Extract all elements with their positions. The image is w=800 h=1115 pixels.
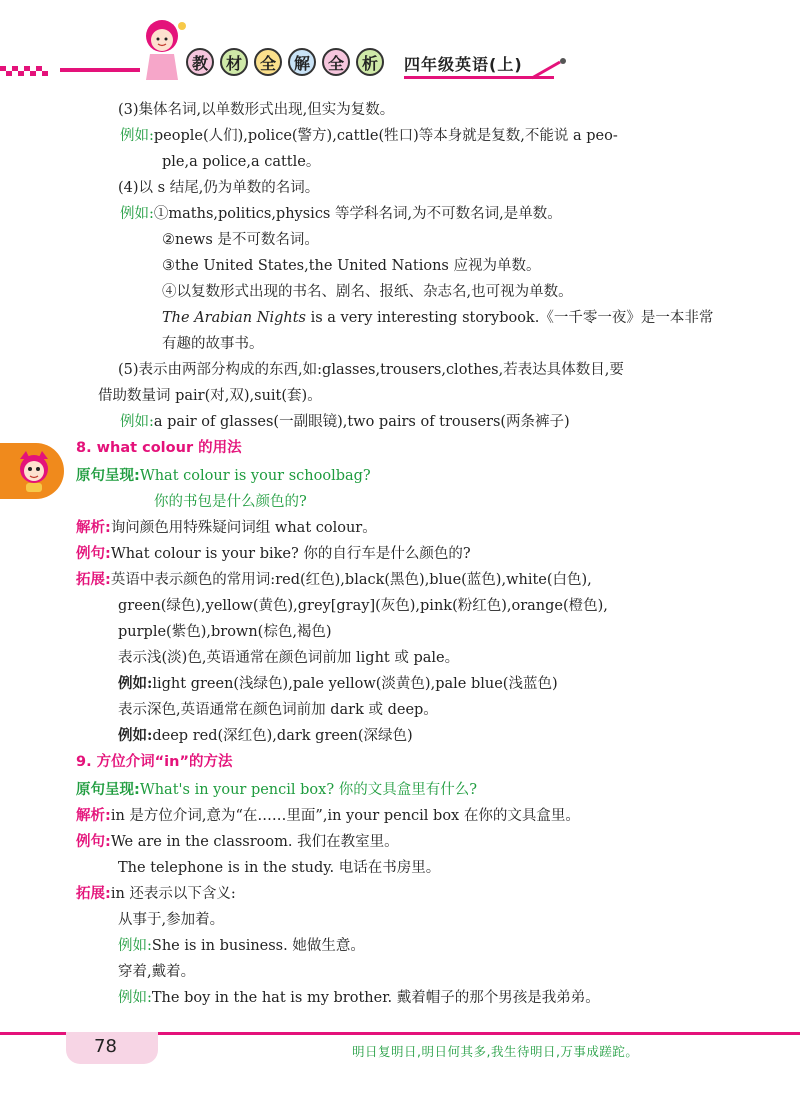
text-span: 从事于,参加着。 [118, 912, 225, 928]
text-span: ple,a police,a cattle。 [162, 154, 321, 170]
text-line [162, 256, 540, 276]
text-line [76, 884, 236, 904]
section-label: 9. 方位介词“in”的方法 [76, 754, 233, 770]
text-line [76, 544, 471, 564]
checker-decoration [0, 66, 140, 76]
series-badge: 全 [254, 48, 282, 76]
text-line [118, 910, 224, 930]
text-line [154, 492, 307, 512]
cat-mascot-icon [16, 449, 52, 493]
text-span: 例如: [118, 938, 152, 954]
series-badge: 解 [288, 48, 316, 76]
text-span: The telephone is in the study. 电话在书房里。 [118, 860, 441, 876]
text-line [118, 858, 440, 878]
text-span: 表示浅(淡)色,英语通常在颜色词前加 light 或 pale。 [118, 650, 460, 666]
text-span: What's in your pencil box? 你的文具盒里有什么? [139, 782, 478, 798]
text-line [118, 936, 365, 956]
text-span: 有趣的故事书。 [162, 336, 264, 352]
text-line [76, 752, 233, 772]
text-span: light green(浅绿色),pale yellow(淡黄色),pale blue(浅蓝色) [152, 676, 558, 692]
section-label: 解析: [76, 808, 111, 824]
text-span: 借助数量词 pair(对,双),suit(套)。 [98, 388, 322, 404]
text-line [76, 518, 377, 538]
text-line [118, 988, 600, 1008]
text-span: What colour is your bike? 你的自行车是什么颜色的? [110, 546, 471, 562]
series-badge: 教 [186, 48, 214, 76]
section-label: 8. what colour 的用法 [76, 440, 242, 456]
series-badge: 全 [322, 48, 350, 76]
page-number: 78 [94, 1036, 117, 1057]
text-line [162, 334, 264, 354]
text-span: in 是方位介词,意为“在……里面”,in your pencil box 在你的文具盒里。 [110, 808, 580, 824]
text-line [162, 308, 713, 328]
text-line [162, 282, 573, 302]
text-span: 英语中表示颜色的常用词:red(红色),black(黑色),blue(蓝色),white(白色), [110, 572, 592, 588]
section-label: 解析: [76, 520, 111, 536]
text-line [118, 622, 332, 642]
section-label: 例句: [76, 546, 111, 562]
text-span: people(人们),police(警方),cattle(牲口)等本身就是复数,不能说 a peo- [153, 128, 618, 144]
series-title-badges [186, 48, 384, 76]
text-span: ④以复数形式出现的书名、剧名、报纸、杂志名,也可视为单数。 [162, 284, 573, 300]
pen-icon [530, 56, 570, 82]
text-span: 穿着,戴着。 [118, 964, 196, 980]
series-badge: 材 [220, 48, 248, 76]
text-line [118, 700, 438, 720]
text-span: ②news 是不可数名词。 [162, 232, 319, 248]
series-badge: 析 [356, 48, 384, 76]
text-span: a pair of glasses(一副眼镜),two pairs of trousers(两条裤子) [153, 414, 570, 430]
text-span: 例如: [118, 990, 152, 1006]
text-span: The boy in the hat is my brother. 戴着帽子的那个男孩是我弟弟。 [151, 990, 600, 1006]
text-span: 例如: [120, 414, 154, 430]
text-line [120, 412, 570, 432]
text-span: deep red(深红色),dark green(深绿色) [152, 728, 413, 744]
text-span: 例如: [120, 128, 154, 144]
text-span: 询问颜色用特殊疑问词组 what colour。 [110, 520, 377, 536]
text-span: ③the United States,the United Nations 应视为单数。 [162, 258, 541, 274]
text-line [76, 438, 242, 458]
text-line [76, 780, 477, 800]
text-line [118, 648, 459, 668]
text-span: (4)以 s 结尾,仍为单数的名词。 [118, 180, 320, 196]
section-label: 拓展: [76, 886, 111, 902]
text-span: What colour is your schoolbag? [139, 468, 371, 484]
text-span: ①maths,politics,physics 等学科名词,为不可数名词,是单数。 [153, 206, 562, 222]
text-line [118, 100, 394, 120]
footer-motto: 明日复明日,明日何其多,我生待明日,万事成蹉跎。 [352, 1044, 639, 1059]
text-line [76, 832, 399, 852]
side-tab [0, 443, 64, 499]
text-span: is a very interesting storybook.《一千零一夜》是一本非常 [305, 310, 714, 326]
text-span: We are in the classroom. 我们在教室里。 [110, 834, 399, 850]
text-line [118, 674, 558, 694]
text-span: purple(紫色),brown(棕色,褐色) [118, 624, 332, 640]
page-header [0, 0, 800, 95]
text-line [162, 230, 319, 250]
text-line [120, 204, 562, 224]
text-span: in 还表示以下含义: [110, 886, 236, 902]
section-label: 例句: [76, 834, 111, 850]
text-line [118, 596, 608, 616]
grade-label: 四年级英语(上) [404, 55, 523, 74]
text-span: green(绿色),yellow(黄色),grey[gray](灰色),pink(粉红色),orange(橙色), [118, 598, 608, 614]
text-line [76, 570, 592, 590]
text-span: She is in business. 她做生意。 [151, 938, 365, 954]
text-span: (5)表示由两部分构成的东西,如:glasses,trousers,clothes,若表达具体数目,要 [118, 362, 624, 378]
text-line [98, 386, 322, 406]
text-span: 例如: [120, 206, 154, 222]
text-span: The Arabian Nights [162, 310, 306, 326]
text-span: 例如: [118, 675, 153, 692]
girl-mascot-icon [132, 14, 192, 88]
text-line [118, 360, 624, 380]
text-span: 你的书包是什么颜色的? [154, 494, 307, 510]
text-span: 例如: [118, 727, 153, 744]
text-line [162, 152, 320, 172]
text-line [118, 726, 413, 746]
text-line [118, 962, 195, 982]
text-line [76, 466, 371, 486]
text-line [76, 806, 580, 826]
text-span: (3)集体名词,以单数形式出现,但实为复数。 [118, 102, 395, 118]
text-line [118, 178, 319, 198]
section-label: 拓展: [76, 572, 111, 588]
text-line [120, 126, 618, 146]
section-label: 原句呈现: [76, 468, 140, 484]
section-label: 原句呈现: [76, 782, 140, 798]
text-span: 表示深色,英语通常在颜色词前加 dark 或 deep。 [118, 702, 438, 718]
